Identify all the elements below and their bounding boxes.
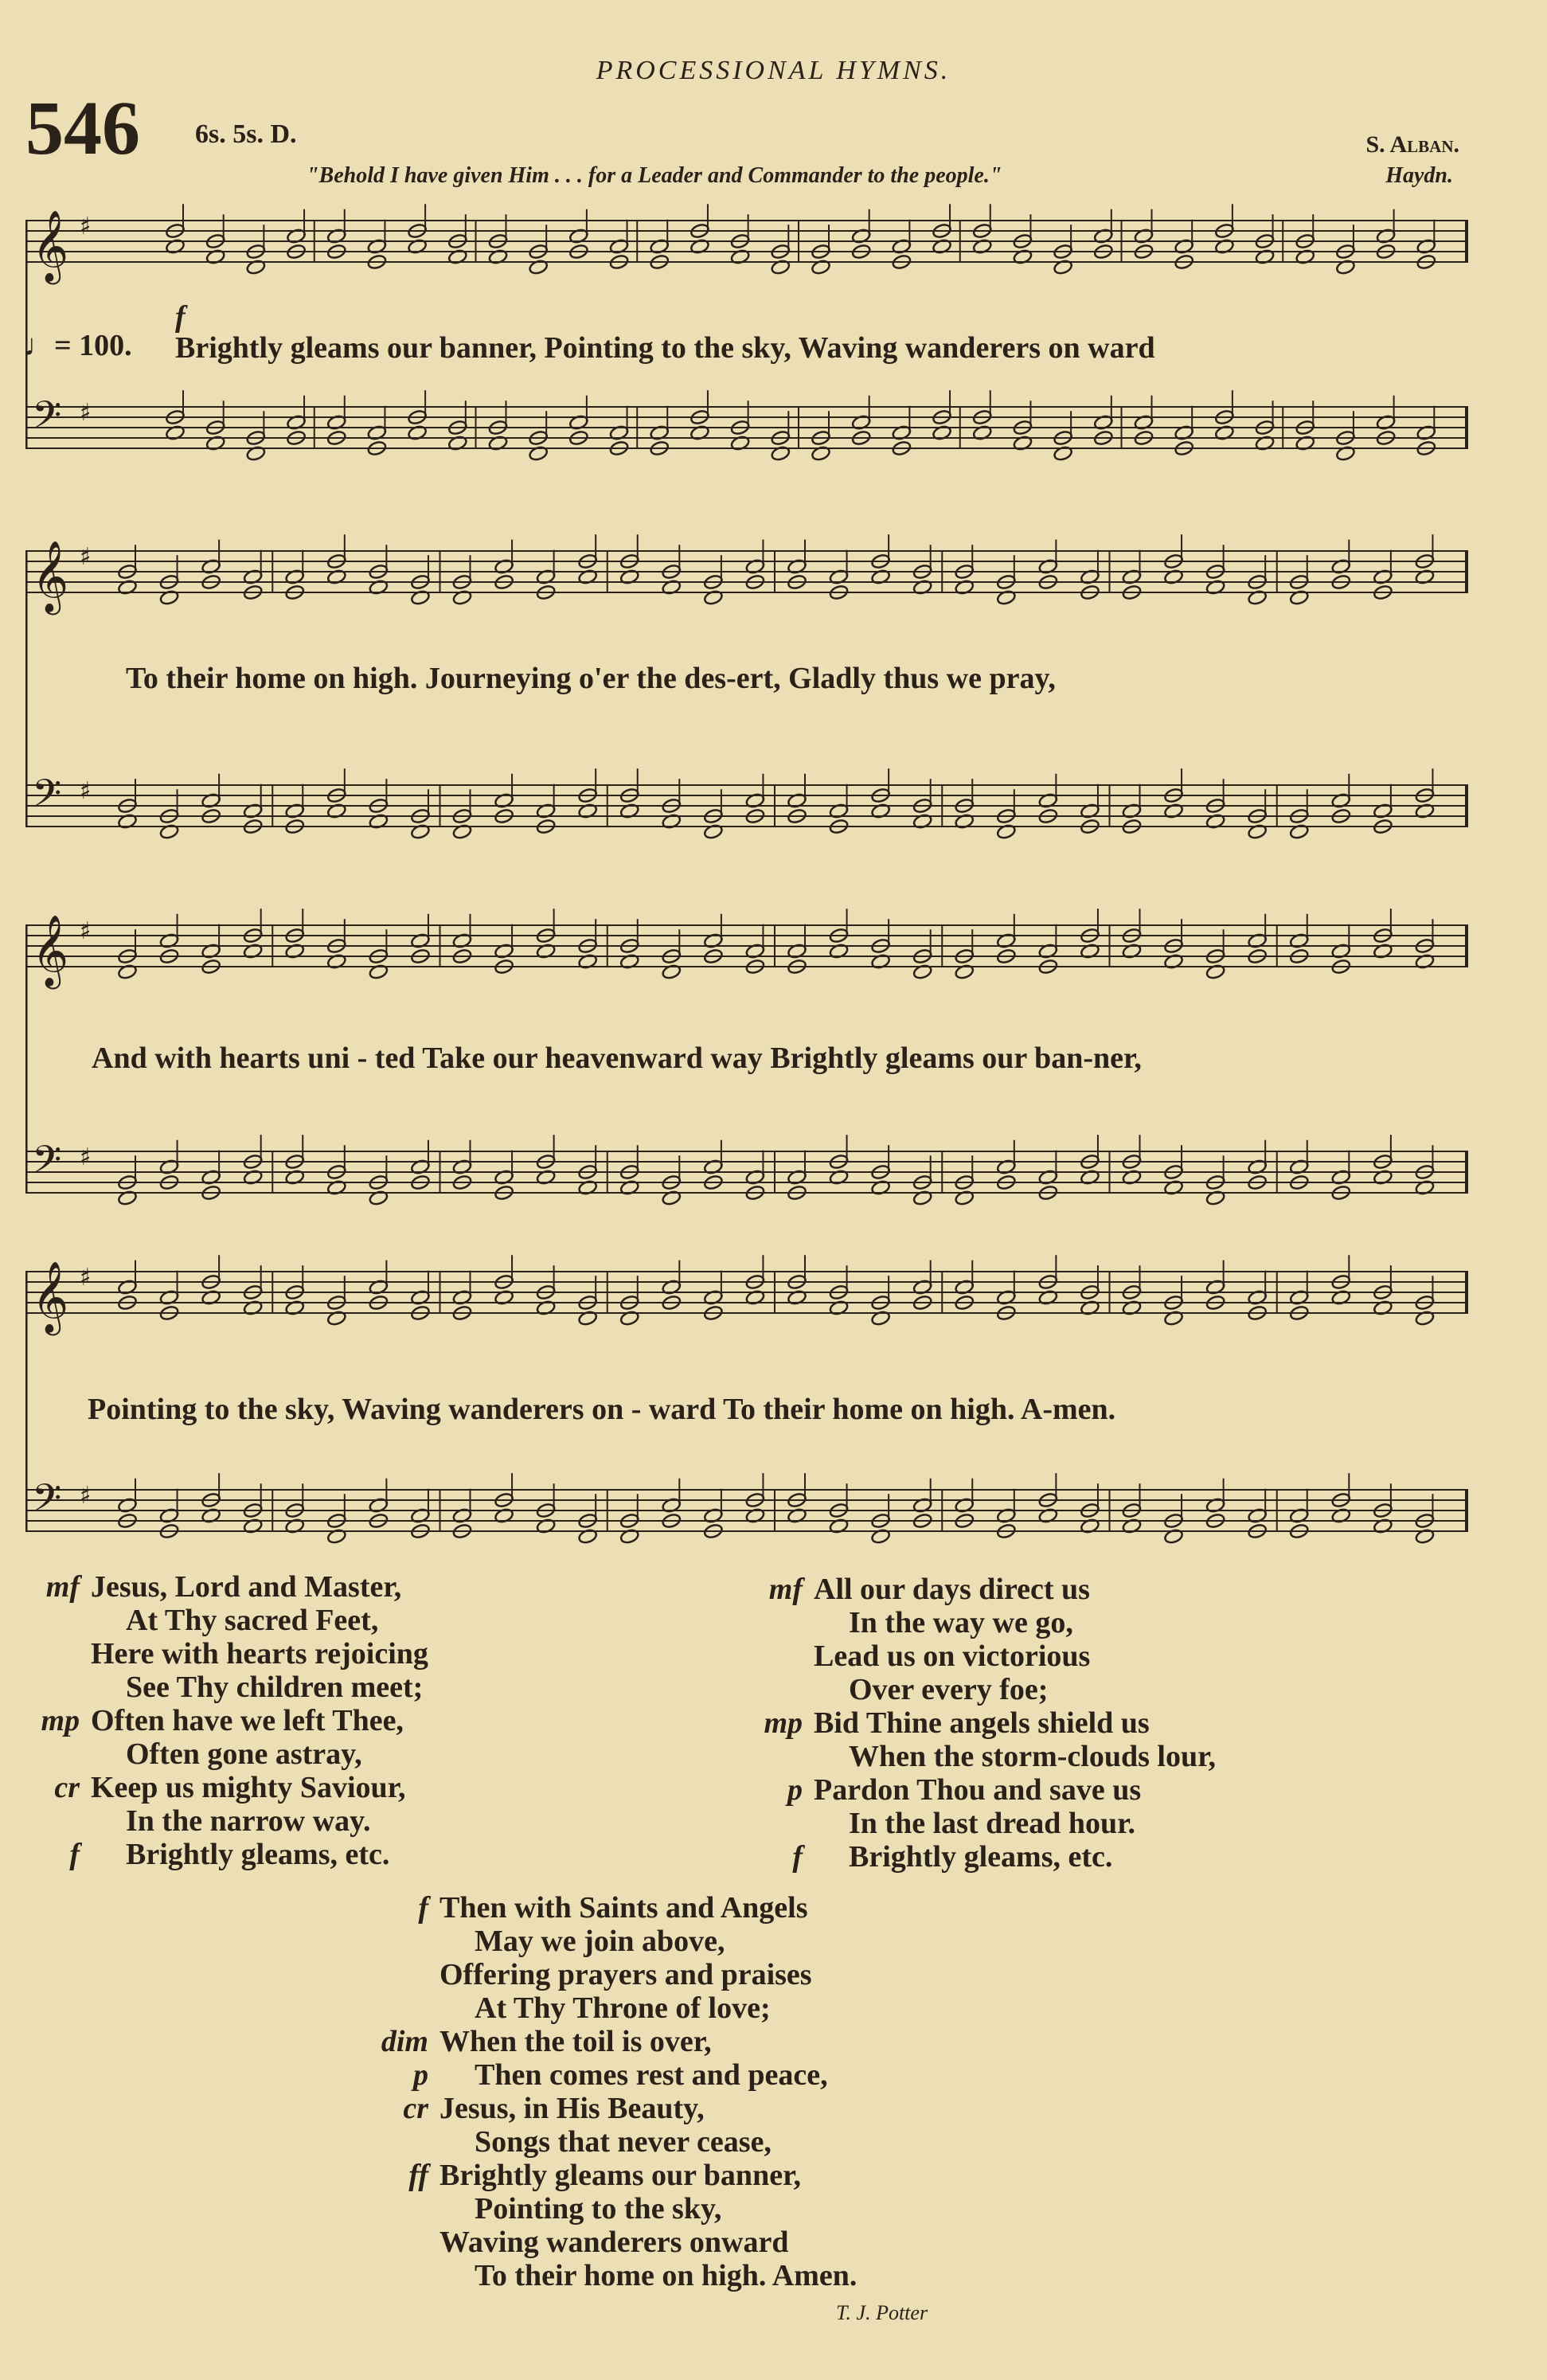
verse-line	[32, 1570, 428, 1604]
treble-clef-icon: 𝄞	[32, 915, 69, 987]
verse-line	[32, 1604, 428, 1637]
key-signature-sharp: ♯	[80, 777, 92, 805]
verse-text: Waving wanderers onward	[439, 2226, 789, 2259]
verse-line	[755, 1773, 1216, 1807]
verse-text: Lead us on victorious	[814, 1639, 1091, 1673]
treble-clef-icon: 𝄞	[32, 541, 69, 612]
verse-text: Brightly gleams, etc.	[126, 1838, 390, 1871]
verse-line	[32, 1804, 428, 1838]
dynamic-mark: f	[418, 1891, 428, 1925]
verse-text: In the way we go,	[849, 1606, 1073, 1639]
bass-clef-icon: 𝄢	[32, 771, 62, 825]
verse-text: Then with Saints and Angels	[439, 1891, 808, 1925]
verse-line	[381, 1958, 857, 1991]
verse-text: Often have we left Thee,	[91, 1704, 404, 1737]
verse-text: All our days direct us	[814, 1573, 1090, 1606]
dynamic-mark: mp	[41, 1704, 80, 1737]
verse-line	[32, 1771, 428, 1804]
verse-text: Brightly gleams, etc.	[849, 1840, 1113, 1874]
dynamic-mark: cr	[403, 2092, 428, 2125]
dynamic-mark: mf	[768, 1573, 803, 1606]
running-header: PROCESSIONAL HYMNS.	[596, 56, 951, 85]
verse-line	[381, 2192, 857, 2226]
key-signature-sharp: ♯	[80, 1482, 92, 1510]
verse-line	[32, 1637, 428, 1671]
verse-line	[755, 1673, 1216, 1706]
verse-text: To their home on high. Amen.	[475, 2259, 857, 2292]
key-signature-sharp: ♯	[80, 213, 92, 240]
verse-text: In the last dread hour.	[849, 1807, 1136, 1840]
bass-clef-icon: 𝄢	[32, 1475, 62, 1530]
verse-text: Bid Thine angels shield us	[814, 1706, 1150, 1740]
verse-line	[32, 1737, 428, 1771]
verse-line	[755, 1639, 1216, 1673]
hymn-meter: 6s. 5s. D.	[195, 119, 297, 149]
tune-name: S. Alban.	[1365, 131, 1459, 158]
verse-text: Keep us mighty Saviour,	[91, 1771, 406, 1804]
verse-text: Here with hearts rejoicing	[91, 1637, 428, 1671]
verse-line	[381, 2259, 857, 2292]
dynamic-mark: f	[69, 1838, 80, 1871]
treble-clef-icon: 𝄞	[32, 210, 69, 282]
tempo-mark	[24, 300, 186, 363]
verse-3	[755, 1573, 1216, 1874]
verse-line	[755, 1606, 1216, 1639]
verse-line	[381, 2226, 857, 2259]
verse-line	[755, 1573, 1216, 1606]
verse-line	[381, 2092, 857, 2125]
key-signature-sharp: ♯	[80, 399, 92, 427]
music-system-2	[25, 533, 1468, 868]
verse-line	[381, 2159, 857, 2192]
verse-line	[32, 1671, 428, 1704]
verse-text: Then comes rest and peace,	[475, 2058, 828, 2092]
lyric-line-1: Brightly gleams our banner, Pointing to the sky, Waving wanderers on ward	[175, 331, 1155, 365]
verse-text: Pointing to the sky,	[475, 2192, 722, 2226]
verse-line	[755, 1706, 1216, 1740]
author: T. J. Potter	[836, 2301, 928, 2324]
verse-line	[381, 1891, 857, 1925]
tempo-value: ♩= 100.	[24, 329, 132, 362]
verse-line	[381, 1991, 857, 2025]
composer: Haydn.	[1385, 163, 1453, 188]
verse-text: Over every foe;	[849, 1673, 1049, 1706]
bass-clef-icon: 𝄢	[32, 393, 62, 447]
dynamic-mark: ff	[408, 2159, 428, 2192]
verse-text: Jesus, Lord and Master,	[91, 1570, 402, 1604]
dynamic-mark: mp	[764, 1706, 803, 1740]
dynamic-mark: p	[787, 1773, 803, 1807]
verse-text: Jesus, in His Beauty,	[439, 2092, 705, 2125]
verse-text: See Thy children meet;	[126, 1671, 424, 1704]
verse-4	[381, 1891, 857, 2292]
treble-clef-icon: 𝄞	[32, 1261, 69, 1333]
verse-text: Often gone astray,	[126, 1737, 362, 1771]
key-signature-sharp: ♯	[80, 543, 92, 571]
verse-text: Pardon Thou and save us	[814, 1773, 1142, 1807]
verse-text: At Thy Throne of love;	[475, 1991, 771, 2025]
lyric-line-3: And with hearts uni - ted Take our heavenward way Brightly gleams our ban-ner,	[92, 1041, 1142, 1075]
verse-text: Songs that never cease,	[475, 2125, 772, 2159]
verse-text: When the storm-clouds lour,	[849, 1740, 1216, 1773]
dynamic-mark: mf	[45, 1570, 80, 1604]
verse-text: May we join above,	[475, 1925, 725, 1958]
lyric-line-2: To their home on high. Journeying o'er the des-ert, Gladly thus we pray,	[126, 662, 1056, 695]
key-signature-sharp: ♯	[80, 1264, 92, 1292]
verse-line	[381, 2025, 857, 2058]
verse-line	[755, 1840, 1216, 1874]
verse-2	[32, 1570, 428, 1871]
key-signature-sharp: ♯	[80, 1143, 92, 1171]
verse-text: In the narrow way.	[126, 1804, 371, 1838]
dynamic-mark: f	[792, 1840, 803, 1874]
verse-line	[32, 1838, 428, 1871]
epigraph: "Behold I have given Him . . . for a Leader and Commander to the people."	[307, 163, 1002, 188]
key-signature-sharp: ♯	[80, 917, 92, 945]
lyric-line-4: Pointing to the sky, Waving wanderers on - ward To their home on high. A-men.	[88, 1393, 1116, 1426]
bass-clef-icon: 𝄢	[32, 1137, 62, 1191]
verse-text: Offering prayers and praises	[439, 1958, 812, 1991]
verse-line	[32, 1704, 428, 1737]
hymn-number: 546	[25, 85, 140, 170]
verse-text: At Thy sacred Feet,	[126, 1604, 379, 1637]
dynamic-mark: p	[413, 2058, 428, 2092]
tempo-dynamic: f	[175, 300, 186, 334]
dynamic-mark: cr	[54, 1771, 80, 1804]
dynamic-mark: dim	[381, 2025, 428, 2058]
verse-text: Brightly gleams our banner,	[439, 2159, 801, 2192]
verse-text: When the toil is over,	[439, 2025, 712, 2058]
verse-line	[381, 1925, 857, 1958]
verse-line	[755, 1740, 1216, 1773]
verse-line	[381, 2125, 857, 2159]
verse-line	[755, 1807, 1216, 1840]
verse-line	[381, 2058, 857, 2092]
